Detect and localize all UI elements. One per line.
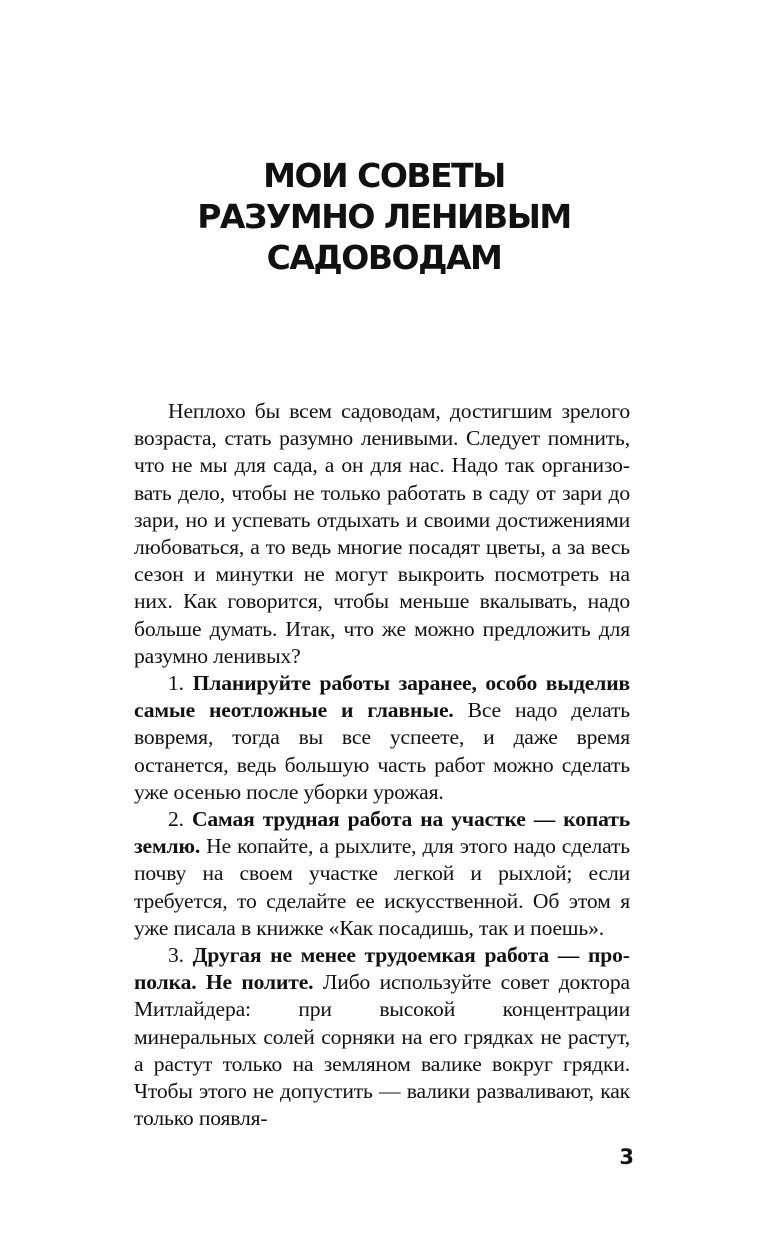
tip-heading-2: Самая трудная работа на участке — копать землю.	[134, 807, 630, 859]
tip-paragraph-2	[134, 806, 630, 942]
tip-text-1: Все надо делать вовремя, тогда вы все успеете, и даже время останется, ведь большую часть работ можно сделать уже осенью после уборки урожая.	[134, 698, 630, 804]
tip-number-2: 2.	[168, 807, 192, 832]
tip-text-3: Либо используйте совет доктора Митлайдера: при высокой концентрации минеральных солей сорняки на его грядках не растут, а растут только на земляном валике вокруг грядки. Чтобы этого не допустить — валики разваливают, как только появля-	[134, 970, 630, 1131]
tip-paragraph-1	[134, 670, 630, 806]
page-number: 3	[619, 1145, 634, 1169]
tip-heading-1: Планируйте работы заранее, особо выделив самые неотложные и главные.	[134, 671, 630, 723]
intro-paragraph	[134, 398, 630, 670]
tip-number-3: 3.	[168, 943, 193, 968]
body-text	[134, 398, 630, 1132]
chapter-title-line-2: РАЗУМНО ЛЕНИВЫМ	[197, 197, 571, 236]
tip-heading-3: Другая не менее трудоемкая работа — прополка. Не полите.	[134, 943, 630, 995]
tip-number-1: 1.	[168, 671, 193, 696]
chapter-title-line-1: МОИ СОВЕТЫ	[263, 156, 505, 195]
intro-paragraph-text: Неплохо бы всем садоводам, достигшим зрелого возраста, стать разумно ленивыми. Следует помнить, что не мы для сада, а он для нас. Надо так организовать дело, чтобы не только работать в саду от зари до зари, но и успевать отдыхать и своими достижениями любоваться, а то ведь многие посадят цветы, а за весь сезон и минутки не могут выкроить посмотреть на них. Как говорится, чтобы меньше вкалывать, надо больше думать. Итак, что же можно предложить для разумно ленивых?	[134, 399, 630, 668]
tip-text-2: Не копайте, а рыхлите, для этого надо сделать почву на своем участке легкой и рыхлой; если требуется, то сделайте ее искусственной. Об этом я уже писала в книжке «Как посадишь, так и поешь».	[134, 834, 630, 940]
chapter-title-line-3: САДОВОДАМ	[266, 238, 502, 277]
tip-paragraph-3	[134, 942, 630, 1132]
chapter-title	[0, 155, 768, 278]
